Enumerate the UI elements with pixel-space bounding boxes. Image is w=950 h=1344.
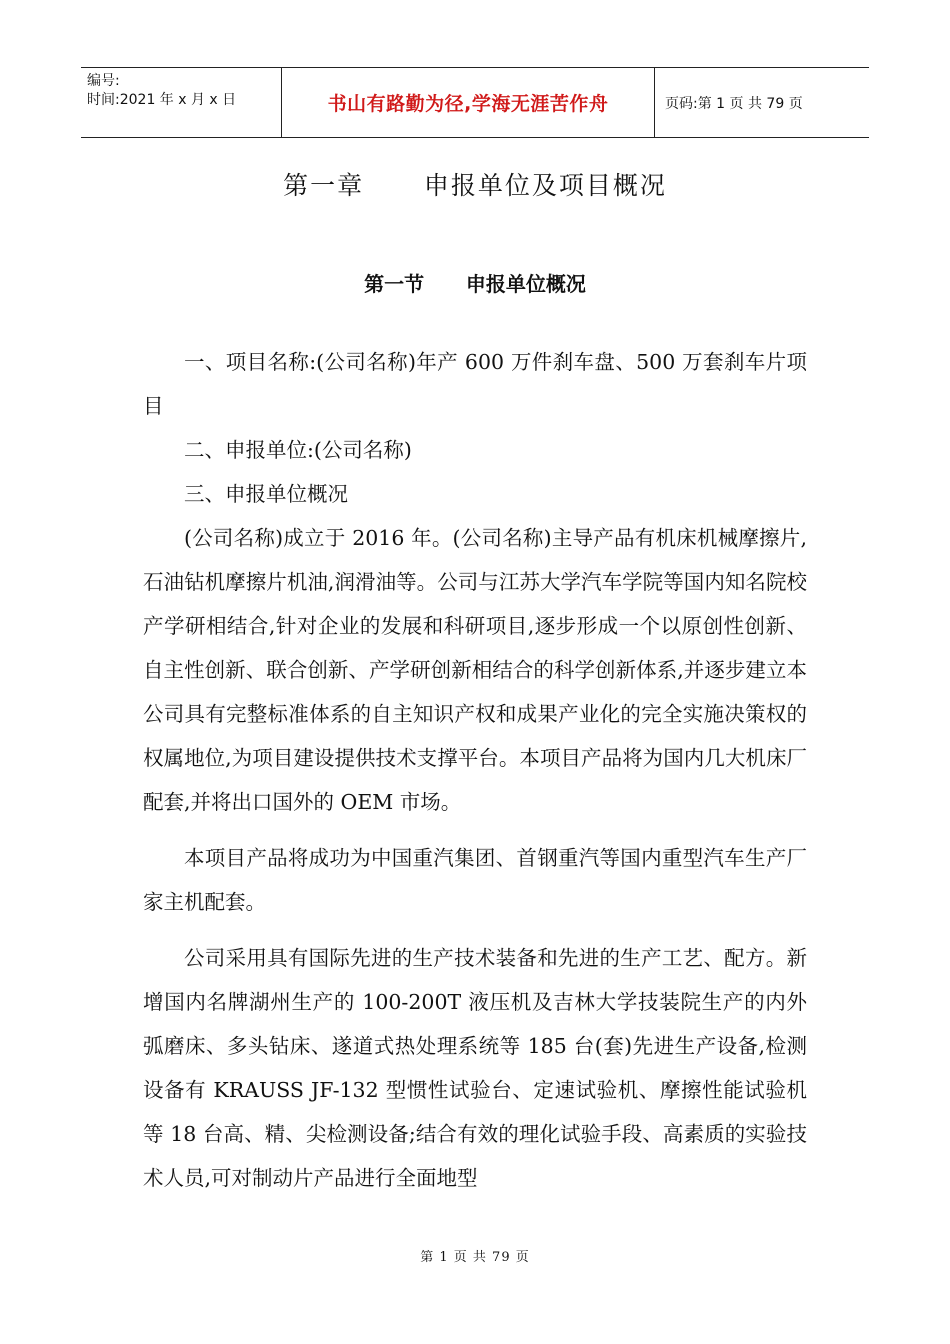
time-label: 时间:2021 年 x 月 x 日 <box>87 92 237 108</box>
document-header <box>81 67 869 138</box>
chapter-title: 第一章 申报单位及项目概况 <box>283 171 667 200</box>
document-body <box>143 340 807 1200</box>
paragraph-oem-supply: 本项目产品将成功为中国重汽集团、首钢重汽等国内重型汽车生产厂家主机配套。 <box>143 846 807 914</box>
paragraph-equipment: 公司采用具有国际先进的生产技术装备和先进的生产工艺、配方。新增国内名牌湖州生产的 100-200T 液压机及吉林大学技装院生产的内外弧磨床、多头钻床、遂道式热处理系统等 185 台(套)先进生产设备,检测设备有 KRAUSS JF-132 型惯性试验台、定速试验机、摩擦性能试验机等 18 台高、精、尖检测设备;结合有效的理化试验手段、高素质的实验技术人员,可对制动片产品进行全面地型 <box>143 946 807 1190</box>
page-info-text: 页码:第 1 页 共 79 页 <box>665 95 803 112</box>
paragraph-overview-heading: 三、申报单位概况 <box>184 482 348 506</box>
section-title: 第一节 申报单位概况 <box>364 272 586 296</box>
header-meta <box>81 68 281 137</box>
paragraph-project-name: 一、项目名称:(公司名称)年产 600 万件刹车盘、500 万套刹车片项目 <box>143 350 807 418</box>
paragraph-applicant: 二、申报单位:(公司名称) <box>184 438 412 462</box>
header-page-info <box>655 68 869 137</box>
header-motto-cell <box>281 68 655 137</box>
motto-text: 书山有路勤为径,学海无涯苦作舟 <box>327 93 609 115</box>
number-label: 编号: <box>87 73 120 89</box>
paragraph-company-intro: (公司名称)成立于 2016 年。(公司名称)主导产品有机床机械摩擦片,石油钻机摩擦片机油,润滑油等。公司与江苏大学汽车学院等国内知名院校产学研相结合,针对企业的发展和科研项目,逐步形成一个以原创性创新、自主性创新、联合创新、产学研创新相结合的科学创新体系,并逐步建立本公司具有完整标准体系的自主知识产权和成果产业化的完全实施决策权的权属地位,为项目建设提供技术支撑平台。本项目产品将为国内几大机床厂配套,并将出口国外的 OEM 市场。 <box>143 526 807 814</box>
page-footer: 第 1 页 共 79 页 <box>420 1250 530 1265</box>
